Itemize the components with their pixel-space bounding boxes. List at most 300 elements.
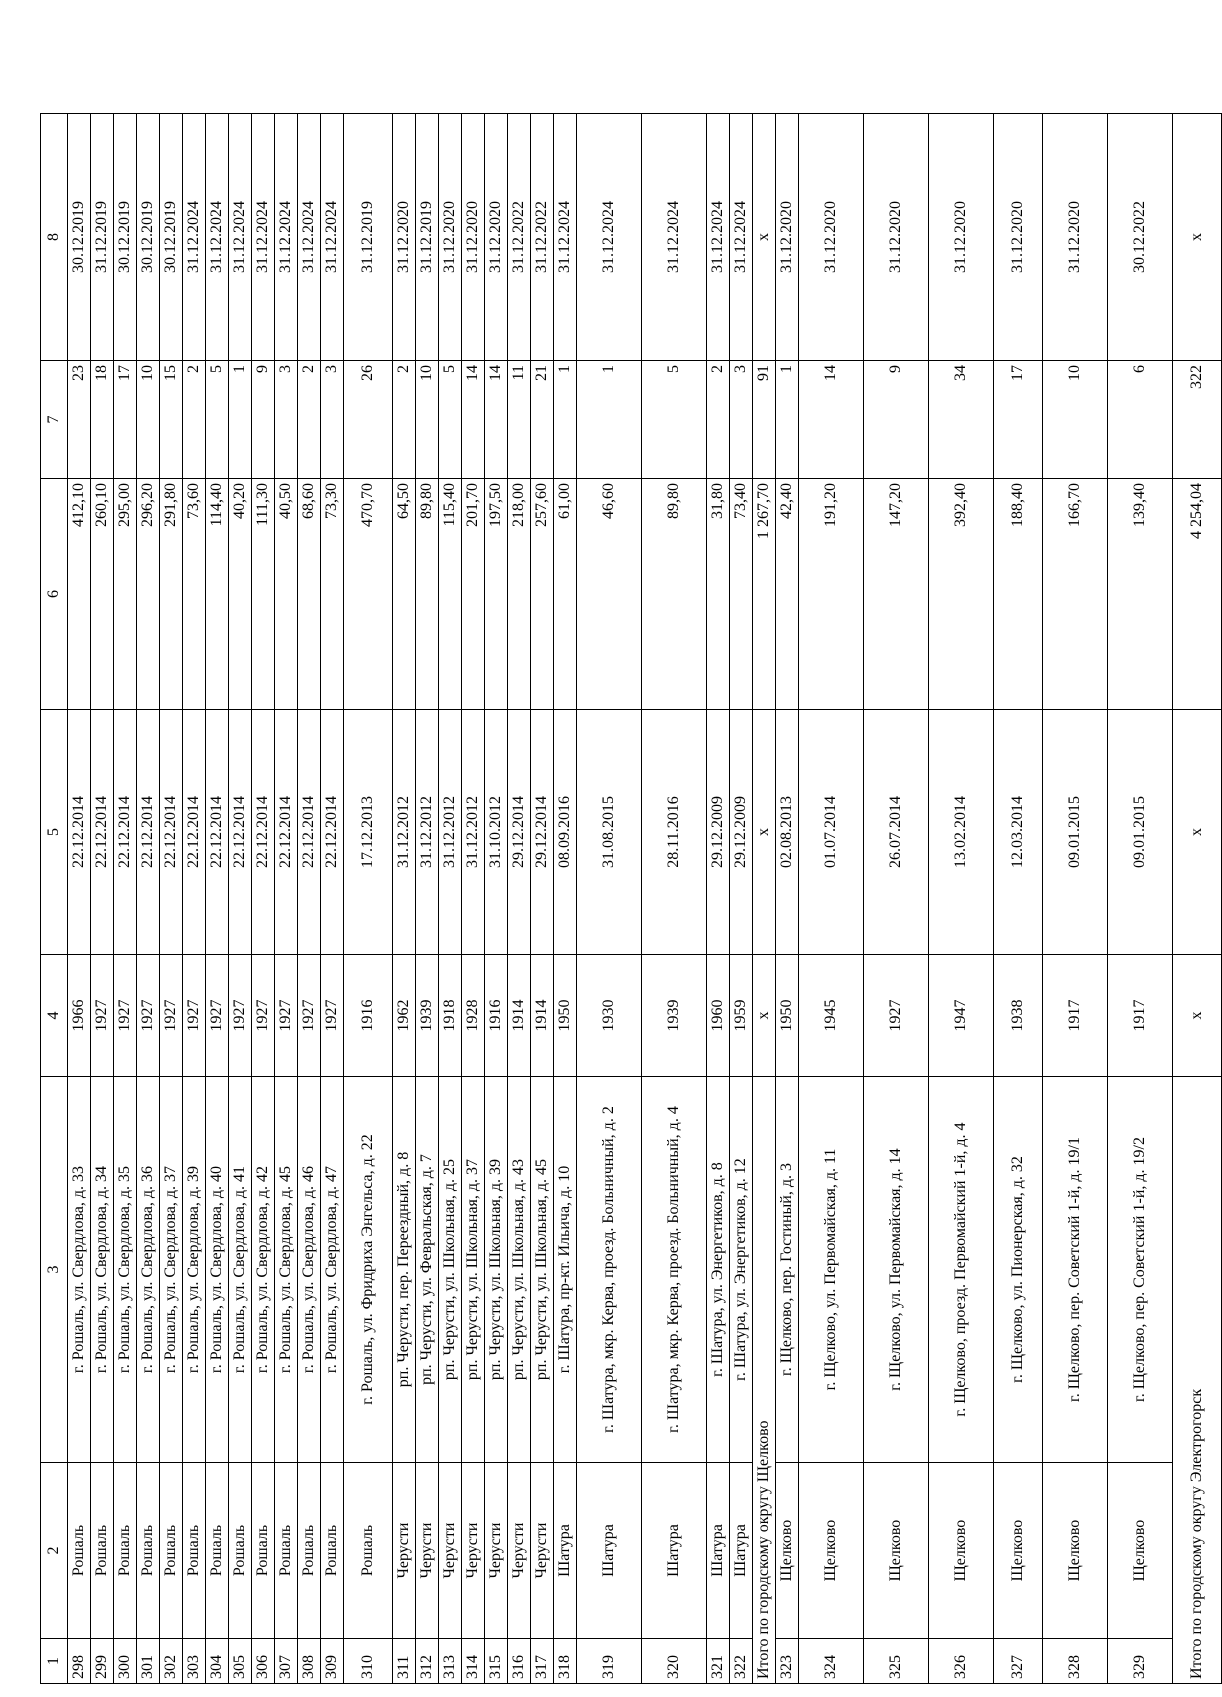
table-cell: 29.12.2014	[508, 710, 531, 955]
table-cell: 5	[642, 361, 707, 479]
table-row	[252, 114, 275, 1684]
table-cell: 17.12.2013	[344, 710, 393, 955]
table-row	[137, 114, 160, 1684]
table-cell: 2	[298, 361, 321, 479]
table-cell: 1	[776, 361, 799, 479]
table-cell: 323	[776, 1639, 799, 1684]
table-cell: Рошаль	[298, 1463, 321, 1639]
table-cell: 317	[531, 1639, 554, 1684]
table-cell: 17	[994, 361, 1043, 479]
table-cell: г. Щелково, пер. Советский 1-й, д. 19/2	[1108, 1077, 1173, 1463]
column-number-header	[41, 114, 68, 1684]
table-cell: 22.12.2014	[275, 710, 298, 955]
table-cell: 31.12.2020	[393, 114, 416, 361]
table-cell: Рошаль	[160, 1463, 183, 1639]
table-cell: 31.12.2024	[183, 114, 206, 361]
table-row	[642, 114, 707, 1684]
table-cell: 1927	[275, 955, 298, 1077]
table-cell: 26	[344, 361, 393, 479]
table-cell: г. Щелково, пер. Советский 1-й, д. 19/1	[1043, 1077, 1108, 1463]
table-cell: 1927	[160, 955, 183, 1077]
table-cell: 31.12.2020	[439, 114, 462, 361]
table-cell: г. Рошаль, ул. Свердлова, д. 40	[206, 1077, 229, 1463]
table-cell: 18	[91, 361, 114, 479]
table-cell: 09.01.2015	[1108, 710, 1173, 955]
table-cell: 21	[531, 361, 554, 479]
table-cell: 291,80	[160, 479, 183, 710]
subtotal-row	[753, 114, 776, 1684]
table-cell: 301	[137, 1639, 160, 1684]
table-cell: 1950	[776, 955, 799, 1077]
table-cell: 166,70	[1043, 479, 1108, 710]
table-cell: Шатура	[642, 1463, 707, 1639]
table-cell: 10	[137, 361, 160, 479]
table-cell: 1959	[730, 955, 753, 1077]
table-cell: 1966	[68, 955, 91, 1077]
table-cell: 31.12.2020	[864, 114, 929, 361]
table-cell: 22.12.2014	[229, 710, 252, 955]
table-cell: 313	[439, 1639, 462, 1684]
table-cell: 305	[229, 1639, 252, 1684]
table-cell: 1927	[321, 955, 344, 1077]
table-cell: 30.12.2019	[137, 114, 160, 361]
table-cell: 2	[707, 361, 730, 479]
table-cell: 304	[206, 1639, 229, 1684]
table-cell: 31.12.2024	[577, 114, 642, 361]
table-cell: 22.12.2014	[298, 710, 321, 955]
table-cell: Щелково	[929, 1463, 994, 1639]
table-cell: 115,40	[439, 479, 462, 710]
table-cell: 30.12.2019	[114, 114, 137, 361]
table-cell: 311	[393, 1639, 416, 1684]
table-cell: 470,70	[344, 479, 393, 710]
table-cell: 02.08.2013	[776, 710, 799, 955]
table-row	[68, 114, 91, 1684]
table-cell: 306	[252, 1639, 275, 1684]
table-cell: Щелково	[799, 1463, 864, 1639]
subtotal-cell: x	[753, 710, 776, 955]
subtotal-cell: 91	[753, 361, 776, 479]
table-cell: г. Рошаль, ул. Свердлова, д. 42	[252, 1077, 275, 1463]
table-cell: 310	[344, 1639, 393, 1684]
table-cell: 1950	[554, 955, 577, 1077]
table-cell: г. Рошаль, ул. Свердлова, д. 45	[275, 1077, 298, 1463]
table-cell: рп. Черусти, ул. Школьная, д. 25	[439, 1077, 462, 1463]
table-cell: г. Рошаль, ул. Свердлова, д. 39	[183, 1077, 206, 1463]
table-cell: 6	[1108, 361, 1173, 479]
table-cell: 31.12.2020	[929, 114, 994, 361]
table-cell: 31.12.2020	[462, 114, 485, 361]
table-cell: 26.07.2014	[864, 710, 929, 955]
table-cell: Рошаль	[206, 1463, 229, 1639]
table-cell: г. Щелково, пер. Гостиный, д. 3	[776, 1077, 799, 1463]
table-cell: 31.12.2020	[776, 114, 799, 361]
table-cell: 1939	[642, 955, 707, 1077]
table-cell: 1945	[799, 955, 864, 1077]
table-cell: 2	[393, 361, 416, 479]
table-cell: Шатура	[730, 1463, 753, 1639]
table-cell: 22.12.2014	[68, 710, 91, 955]
table-cell: 295,00	[114, 479, 137, 710]
table-cell: 1	[229, 361, 252, 479]
table-cell: Рошаль	[183, 1463, 206, 1639]
table-cell: Рошаль	[229, 1463, 252, 1639]
table-cell: Щелково	[1043, 1463, 1108, 1639]
table-cell: 15	[160, 361, 183, 479]
table-cell: 09.01.2015	[1043, 710, 1108, 955]
table-cell: 1927	[183, 955, 206, 1077]
table-row	[707, 114, 730, 1684]
table-cell: 1939	[416, 955, 439, 1077]
table-cell: 31.12.2012	[416, 710, 439, 955]
table-row	[393, 114, 416, 1684]
table-cell: 31.12.2020	[799, 114, 864, 361]
table-cell: 1927	[229, 955, 252, 1077]
table-cell: 1962	[393, 955, 416, 1077]
table-cell: 22.12.2014	[321, 710, 344, 955]
subtotal-cell: 1 267,70	[753, 479, 776, 710]
table-cell: 22.12.2014	[183, 710, 206, 955]
table-cell: 31,80	[707, 479, 730, 710]
table-cell: 22.12.2014	[114, 710, 137, 955]
table-cell: 412,10	[68, 479, 91, 710]
table-cell: 257,60	[531, 479, 554, 710]
table-cell: 1916	[485, 955, 508, 1077]
table-row	[206, 114, 229, 1684]
table-cell: 46,60	[577, 479, 642, 710]
table-cell: 31.12.2012	[462, 710, 485, 955]
table-cell: 315	[485, 1639, 508, 1684]
table-cell: 22.12.2014	[91, 710, 114, 955]
column-number: 3	[41, 1077, 68, 1463]
table-cell: 31.12.2024	[206, 114, 229, 361]
table-cell: Рошаль	[321, 1463, 344, 1639]
table-cell: Щелково	[1108, 1463, 1173, 1639]
table-cell: г. Рошаль, ул. Свердлова, д. 47	[321, 1077, 344, 1463]
table-cell: 1947	[929, 955, 994, 1077]
table-cell: г. Шатура, ул. Энергетиков, д. 12	[730, 1077, 753, 1463]
table-cell: Черусти	[416, 1463, 439, 1639]
table-cell: Рошаль	[252, 1463, 275, 1639]
table-cell: 31.12.2022	[531, 114, 554, 361]
table-cell: 29.12.2014	[531, 710, 554, 955]
table-row	[577, 114, 642, 1684]
column-number: 1	[41, 1639, 68, 1684]
table-row	[994, 114, 1043, 1684]
table-cell: 1917	[1108, 955, 1173, 1077]
table-cell: г. Рошаль, ул. Свердлова, д. 36	[137, 1077, 160, 1463]
table-row	[485, 114, 508, 1684]
table-cell: г. Щелково, ул. Первомайская, д. 11	[799, 1077, 864, 1463]
table-cell: г. Рошаль, ул. Фридриха Энгельса, д. 22	[344, 1077, 393, 1463]
table-cell: 327	[994, 1639, 1043, 1684]
subtotal-cell: 4 254,04	[1173, 479, 1222, 710]
table-cell: 14	[462, 361, 485, 479]
table-cell: 89,80	[416, 479, 439, 710]
table-row	[799, 114, 864, 1684]
table-cell: 31.12.2022	[508, 114, 531, 361]
table-cell: 1917	[1043, 955, 1108, 1077]
table-cell: 31.12.2024	[321, 114, 344, 361]
table-cell: 12.03.2014	[994, 710, 1043, 955]
table-cell: 1914	[531, 955, 554, 1077]
table-cell: 31.12.2024	[275, 114, 298, 361]
table-cell: 29.12.2009	[707, 710, 730, 955]
table-cell: 17	[114, 361, 137, 479]
table-cell: 31.12.2024	[554, 114, 577, 361]
table-cell: 312	[416, 1639, 439, 1684]
table-cell: 31.12.2024	[707, 114, 730, 361]
table-cell: г. Шатура, пр-кт. Ильича, д. 10	[554, 1077, 577, 1463]
column-number: 7	[41, 361, 68, 479]
table-cell: 29.12.2009	[730, 710, 753, 955]
table-row	[508, 114, 531, 1684]
table-cell: г. Щелково, ул. Первомайская, д. 14	[864, 1077, 929, 1463]
table-row	[321, 114, 344, 1684]
table-cell: 3	[730, 361, 753, 479]
table-cell: 9	[864, 361, 929, 479]
table-cell: 299	[91, 1639, 114, 1684]
table-cell: 329	[1108, 1639, 1173, 1684]
table-cell: 23	[68, 361, 91, 479]
table-cell: Рошаль	[68, 1463, 91, 1639]
table-cell: 34	[929, 361, 994, 479]
table-cell: 320	[642, 1639, 707, 1684]
table-cell: 30.12.2022	[1108, 114, 1173, 361]
table-row	[439, 114, 462, 1684]
table-row	[344, 114, 393, 1684]
table-cell: рп. Черусти, пер. Переездный, д. 8	[393, 1077, 416, 1463]
subtotal-row	[1173, 114, 1222, 1684]
table-cell: 307	[275, 1639, 298, 1684]
table-cell: Шатура	[577, 1463, 642, 1639]
table-cell: 31.12.2012	[393, 710, 416, 955]
table-cell: Рошаль	[91, 1463, 114, 1639]
table-cell: 14	[799, 361, 864, 479]
subtotal-cell: x	[1173, 955, 1222, 1077]
table-cell: 31.12.2024	[642, 114, 707, 361]
table-cell: 147,20	[864, 479, 929, 710]
table-cell: 1927	[91, 955, 114, 1077]
table-cell: Щелково	[776, 1463, 799, 1639]
table-cell: 73,30	[321, 479, 344, 710]
table-cell: 61,00	[554, 479, 577, 710]
table-cell: 31.12.2024	[730, 114, 753, 361]
table-row	[416, 114, 439, 1684]
table-cell: 302	[160, 1639, 183, 1684]
table-cell: 303	[183, 1639, 206, 1684]
table-cell: 13.02.2014	[929, 710, 994, 955]
table-cell: 325	[864, 1639, 929, 1684]
table-cell: 31.10.2012	[485, 710, 508, 955]
column-number: 2	[41, 1463, 68, 1639]
table-cell: рп. Черусти, ул. Школьная, д. 39	[485, 1077, 508, 1463]
table-cell: 5	[439, 361, 462, 479]
table-cell: 1	[554, 361, 577, 479]
table-cell: 31.12.2020	[994, 114, 1043, 361]
table-cell: 322	[730, 1639, 753, 1684]
column-number: 8	[41, 114, 68, 361]
table-cell: 1	[577, 361, 642, 479]
table-cell: 1927	[137, 955, 160, 1077]
table-cell: 11	[508, 361, 531, 479]
table-cell: Черусти	[531, 1463, 554, 1639]
table-cell: 08.09.2016	[554, 710, 577, 955]
table-cell: 197,50	[485, 479, 508, 710]
table-cell: 1960	[707, 955, 730, 1077]
table-cell: 3	[275, 361, 298, 479]
table-row	[298, 114, 321, 1684]
table-cell: Черусти	[485, 1463, 508, 1639]
table-cell: 326	[929, 1639, 994, 1684]
table-cell: 31.12.2012	[439, 710, 462, 955]
table-cell: 31.12.2020	[1043, 114, 1108, 361]
table-cell: 73,60	[183, 479, 206, 710]
table-cell: 1938	[994, 955, 1043, 1077]
table-row	[864, 114, 929, 1684]
table-cell: г. Рошаль, ул. Свердлова, д. 37	[160, 1077, 183, 1463]
subtotal-cell: x	[753, 955, 776, 1077]
table-row	[531, 114, 554, 1684]
table-row	[1108, 114, 1173, 1684]
table-cell: Рошаль	[344, 1463, 393, 1639]
table-cell: 191,20	[799, 479, 864, 710]
table-cell: 328	[1043, 1639, 1108, 1684]
table-row	[160, 114, 183, 1684]
table-cell: Шатура	[554, 1463, 577, 1639]
table-cell: рп. Черусти, ул. Школьная, д. 43	[508, 1077, 531, 1463]
table-row	[114, 114, 137, 1684]
table-cell: 1927	[252, 955, 275, 1077]
table-cell: рп. Черусти, ул. Школьная, д. 45	[531, 1077, 554, 1463]
table-cell: 1918	[439, 955, 462, 1077]
subtotal-cell: x	[1173, 710, 1222, 955]
rotated-table-sheet	[40, 114, 1205, 1684]
table-cell: г. Рошаль, ул. Свердлова, д. 35	[114, 1077, 137, 1463]
table-cell: 1930	[577, 955, 642, 1077]
table-cell: 01.07.2014	[799, 710, 864, 955]
table-cell: Рошаль	[275, 1463, 298, 1639]
table-cell: 260,10	[91, 479, 114, 710]
subtotal-label: Итого по городскому округу Щелково	[753, 1077, 776, 1684]
table-cell: 10	[416, 361, 439, 479]
column-number: 5	[41, 710, 68, 955]
table-cell: 22.12.2014	[252, 710, 275, 955]
table-cell: г. Рошаль, ул. Свердлова, д. 33	[68, 1077, 91, 1463]
table-cell: 31.12.2024	[252, 114, 275, 361]
table-cell: г. Шатура, мкр. Керва, проезд. Больничный, д. 2	[577, 1077, 642, 1463]
table-cell: 1916	[344, 955, 393, 1077]
table-cell: 89,80	[642, 479, 707, 710]
table-cell: Шатура	[707, 1463, 730, 1639]
subtotal-cell: x	[1173, 114, 1222, 361]
table-row	[929, 114, 994, 1684]
table-cell: 5	[206, 361, 229, 479]
table-cell: 316	[508, 1639, 531, 1684]
table-cell: 392,40	[929, 479, 994, 710]
table-cell: 31.12.2020	[485, 114, 508, 361]
subtotal-cell: x	[753, 114, 776, 361]
table-cell: 1927	[864, 955, 929, 1077]
table-cell: г. Рошаль, ул. Свердлова, д. 34	[91, 1077, 114, 1463]
table-cell: 31.12.2024	[229, 114, 252, 361]
table-cell: г. Щелково, ул. Пионерская, д. 32	[994, 1077, 1043, 1463]
table-cell: г. Рошаль, ул. Свердлова, д. 46	[298, 1077, 321, 1463]
table-cell: 40,20	[229, 479, 252, 710]
table-cell: рп. Черусти, ул. Февральская, д. 7	[416, 1077, 439, 1463]
table-row	[730, 114, 753, 1684]
table-cell: 298	[68, 1639, 91, 1684]
table-cell: 114,40	[206, 479, 229, 710]
table-cell: Черусти	[439, 1463, 462, 1639]
table-cell: Черусти	[508, 1463, 531, 1639]
table-cell: 1927	[206, 955, 229, 1077]
table-cell: Черусти	[462, 1463, 485, 1639]
table-cell: г. Рошаль, ул. Свердлова, д. 41	[229, 1077, 252, 1463]
table-cell: 188,40	[994, 479, 1043, 710]
table-cell: 22.12.2014	[206, 710, 229, 955]
table-cell: г. Шатура, мкр. Керва, проезд. Больничный, д. 4	[642, 1077, 707, 1463]
table-cell: 30.12.2019	[68, 114, 91, 361]
table-cell: 31.12.2019	[416, 114, 439, 361]
subtotal-label: Итого по городскому округу Электрогорск	[1173, 1077, 1222, 1684]
table-cell: 22.12.2014	[160, 710, 183, 955]
table-cell: 3	[321, 361, 344, 479]
column-number: 6	[41, 479, 68, 710]
table-cell: 201,70	[462, 479, 485, 710]
table-cell: 1927	[114, 955, 137, 1077]
table-cell: 308	[298, 1639, 321, 1684]
table-cell: г. Щелково, проезд. Первомайский 1-й, д. 4	[929, 1077, 994, 1463]
table-cell: 40,50	[275, 479, 298, 710]
table-cell: 31.12.2019	[91, 114, 114, 361]
table-cell: 296,20	[137, 479, 160, 710]
table-cell: Рошаль	[114, 1463, 137, 1639]
table-cell: 324	[799, 1639, 864, 1684]
table-row	[183, 114, 206, 1684]
table-row	[462, 114, 485, 1684]
table-row	[776, 114, 799, 1684]
table-cell: Рошаль	[137, 1463, 160, 1639]
table-cell: 1914	[508, 955, 531, 1077]
table-cell: 321	[707, 1639, 730, 1684]
table-cell: 14	[485, 361, 508, 479]
table-cell: 111,30	[252, 479, 275, 710]
table-cell: 314	[462, 1639, 485, 1684]
table-cell: 10	[1043, 361, 1108, 479]
table-cell: 30.12.2019	[160, 114, 183, 361]
table-cell: Щелково	[864, 1463, 929, 1639]
table-cell: 28.11.2016	[642, 710, 707, 955]
table-cell: 300	[114, 1639, 137, 1684]
table-cell: 309	[321, 1639, 344, 1684]
column-number: 4	[41, 955, 68, 1077]
table-cell: 2	[183, 361, 206, 479]
table-cell: 73,40	[730, 479, 753, 710]
table-cell: Черусти	[393, 1463, 416, 1639]
table-cell: 1928	[462, 955, 485, 1077]
table-row	[554, 114, 577, 1684]
table-cell: 218,00	[508, 479, 531, 710]
table-row	[275, 114, 298, 1684]
table-cell: 31.12.2024	[298, 114, 321, 361]
table-row	[91, 114, 114, 1684]
table-cell: 9	[252, 361, 275, 479]
table-row	[229, 114, 252, 1684]
table-cell: 1927	[298, 955, 321, 1077]
table-cell: 139,40	[1108, 479, 1173, 710]
table-cell: 68,60	[298, 479, 321, 710]
